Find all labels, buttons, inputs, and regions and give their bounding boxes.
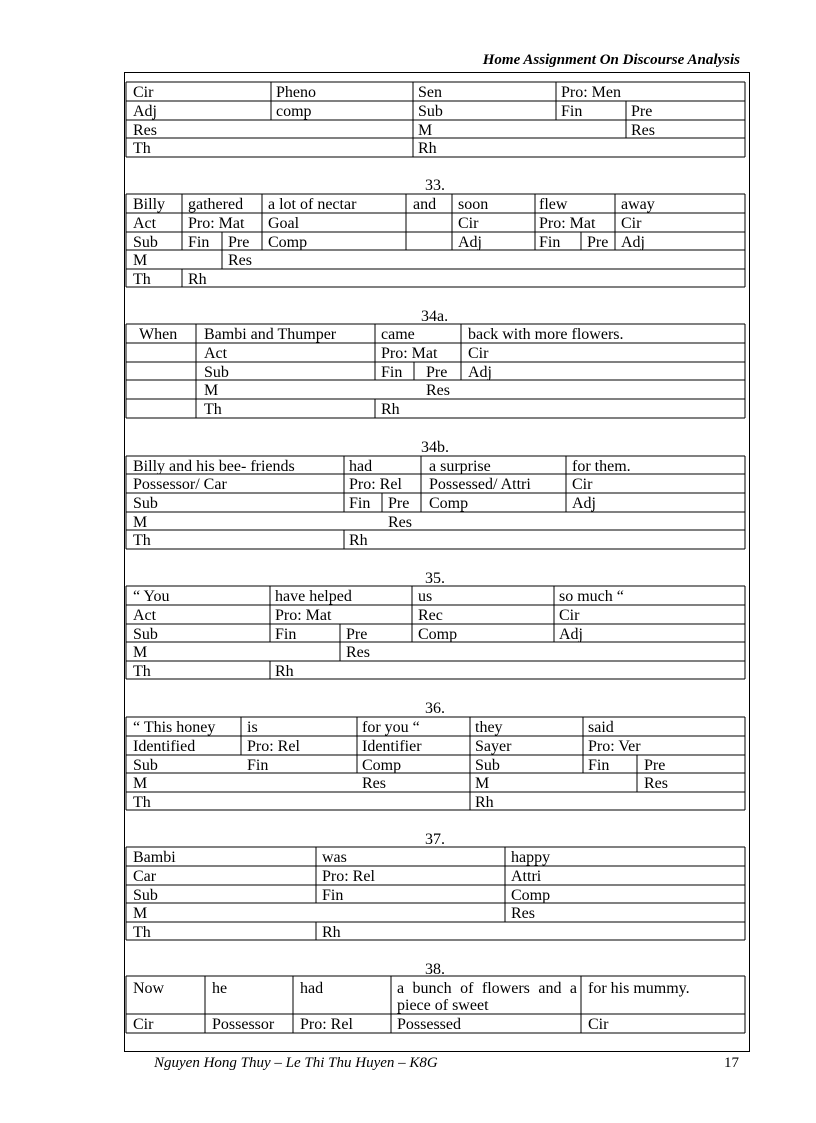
cell: Adj — [458, 234, 482, 251]
cell: M — [133, 775, 148, 792]
cell: Possessor/ Car — [133, 476, 227, 493]
sentence-number: 38. — [425, 961, 445, 978]
cell: Identified — [133, 738, 196, 755]
top-cell: Sen — [418, 84, 442, 101]
cell: M — [133, 514, 148, 531]
cell: Sub — [133, 887, 158, 904]
cell: Th — [133, 794, 151, 811]
cell: Rh — [381, 401, 400, 418]
sentence-number: 34b. — [421, 439, 449, 456]
cell: Res — [228, 252, 252, 269]
top-cell: comp — [276, 103, 312, 120]
cell: Pre — [426, 364, 448, 381]
cell: Th — [133, 532, 151, 549]
cell: Car — [133, 868, 157, 885]
cell: Rh — [475, 794, 494, 811]
cell: Th — [204, 401, 222, 418]
cell: Pro: Mat — [188, 215, 245, 232]
top-cell: Rh — [418, 140, 437, 157]
cell: Cir — [458, 215, 479, 232]
sentence-number: 35. — [425, 570, 445, 587]
sentence-number: 34a. — [421, 308, 449, 325]
cell: Sub — [133, 234, 158, 251]
cell: Adj — [559, 626, 583, 643]
cell: a bunch of flowers and a piece of sweet — [397, 980, 577, 1014]
cell: Cir — [133, 1016, 154, 1033]
cell: Res — [362, 775, 386, 792]
cell: he — [212, 980, 228, 997]
cell: Rh — [188, 271, 207, 288]
cell: Comp — [362, 757, 402, 774]
cell: Res — [388, 514, 412, 531]
cell: Fin — [188, 234, 210, 251]
cell: Billy and his bee- friends — [133, 458, 295, 475]
cell: soon — [458, 196, 489, 213]
cell: Comp — [429, 495, 469, 512]
cell: Sub — [133, 757, 158, 774]
cell: Fin — [275, 626, 297, 643]
cell: Comp — [418, 626, 458, 643]
cell: Pro: Rel — [247, 738, 300, 755]
cell: Pro: Rel — [300, 1016, 353, 1033]
cell: Sub — [475, 757, 500, 774]
cell: gathered — [188, 196, 244, 213]
cell: Res — [644, 775, 668, 792]
cell: a surprise — [429, 458, 491, 475]
top-cell: Res — [631, 122, 655, 139]
top-cell: Sub — [418, 103, 443, 120]
top-cell: Cir — [133, 84, 154, 101]
cell: Pro: Rel — [322, 868, 375, 885]
cell: Cir — [588, 1016, 609, 1033]
cell: Fin — [588, 757, 610, 774]
sentence-number: 36. — [425, 700, 445, 717]
cell: Adj — [621, 234, 645, 251]
cell: and — [413, 196, 437, 213]
cell: for them. — [572, 458, 631, 475]
cell: Fin — [381, 364, 403, 381]
cell: “ This honey — [133, 719, 216, 736]
cell: Fin — [539, 234, 561, 251]
cell: Fin — [349, 495, 371, 512]
cell: a lot of nectar — [268, 196, 357, 213]
cell: Fin — [247, 757, 269, 774]
cell: Billy — [133, 196, 166, 213]
cell: Pro: Ver — [588, 738, 641, 755]
cell: M — [475, 775, 490, 792]
cell: Sub — [133, 495, 158, 512]
cell: had — [300, 980, 324, 997]
top-cell: Pro: Men — [561, 84, 621, 101]
cell: Sub — [133, 626, 158, 643]
cell: Res — [511, 905, 535, 922]
cell: Possessor — [212, 1016, 275, 1033]
cell: Res — [426, 382, 450, 399]
cell: Rec — [418, 607, 443, 624]
top-cell: M — [418, 122, 433, 139]
cell: Rh — [322, 924, 341, 941]
cell: came — [381, 326, 415, 343]
cell: Res — [346, 644, 370, 661]
cell: Pre — [228, 234, 250, 251]
top-cell: Th — [133, 140, 151, 157]
cell: Pro: Mat — [539, 215, 596, 232]
cell: Possessed/ Attri — [429, 476, 531, 493]
top-cell: Pheno — [276, 84, 316, 101]
cell: is — [247, 719, 258, 736]
cell: back with more flowers. — [468, 326, 624, 343]
cell: M — [133, 252, 148, 269]
cell: Cir — [468, 345, 489, 362]
cell: Goal — [268, 215, 300, 232]
cell: Th — [133, 924, 151, 941]
cell: Cir — [572, 476, 593, 493]
cell: Th — [133, 271, 151, 288]
cell: Now — [133, 980, 165, 997]
cell: Cir — [559, 607, 580, 624]
cell: Adj — [468, 364, 492, 381]
cell: Bambi — [133, 849, 176, 866]
cell: Comp — [511, 887, 551, 904]
cell: Rh — [275, 663, 294, 680]
cell: Pre — [644, 757, 666, 774]
cell: M — [133, 905, 148, 922]
cell: M — [133, 644, 148, 661]
cell: Act — [133, 215, 157, 232]
cell: Act — [204, 345, 228, 362]
page-header-title: Home Assignment On Discourse Analysis — [482, 52, 740, 68]
cell: M — [204, 382, 219, 399]
top-cell: Res — [133, 122, 157, 139]
cell: Sub — [204, 364, 229, 381]
top-cell: Pre — [631, 103, 653, 120]
cell: Pre — [587, 234, 609, 251]
table-37-lines — [126, 847, 745, 940]
cell: Possessed — [397, 1016, 462, 1033]
cell: away — [621, 196, 655, 213]
cell: Comp — [268, 234, 308, 251]
cell: happy — [511, 849, 551, 866]
cell: “ You — [133, 588, 170, 605]
cell: us — [418, 588, 433, 605]
cell: Pro: Rel — [349, 476, 402, 493]
cell: Cir — [621, 215, 642, 232]
cell: was — [322, 849, 347, 866]
cell: Adj — [572, 495, 596, 512]
cell: Pro: Mat — [275, 607, 332, 624]
cell: they — [475, 719, 503, 736]
cell: had — [349, 458, 373, 475]
cell: flew — [539, 196, 568, 213]
cell: Sayer — [475, 738, 512, 755]
cell: Fin — [322, 887, 344, 904]
sentence-number: 37. — [425, 831, 445, 848]
cell: Pre — [388, 495, 410, 512]
cell: said — [588, 719, 614, 736]
cell: Pro: Mat — [381, 345, 438, 362]
page-frame — [124, 72, 750, 1052]
cell: Identifier — [362, 738, 422, 755]
cell: Th — [133, 663, 151, 680]
cell: When — [139, 326, 178, 343]
cell: Pre — [346, 626, 368, 643]
cell: for you “ — [362, 719, 420, 736]
top-cell: Fin — [561, 103, 583, 120]
cell: so much “ — [559, 588, 624, 605]
cell: Act — [133, 607, 157, 624]
cell: have helped — [275, 588, 352, 605]
sentence-number: 33. — [425, 177, 445, 194]
page-number: 17 — [724, 1055, 739, 1071]
cell: Bambi and Thumper — [204, 326, 337, 343]
cell: Attri — [511, 868, 542, 885]
cell: Rh — [349, 532, 368, 549]
top-cell: Adj — [133, 103, 157, 120]
footer-authors: Nguyen Hong Thuy – Le Thi Thu Huyen – K8G — [154, 1055, 438, 1071]
cell: for his mummy. — [588, 980, 690, 997]
